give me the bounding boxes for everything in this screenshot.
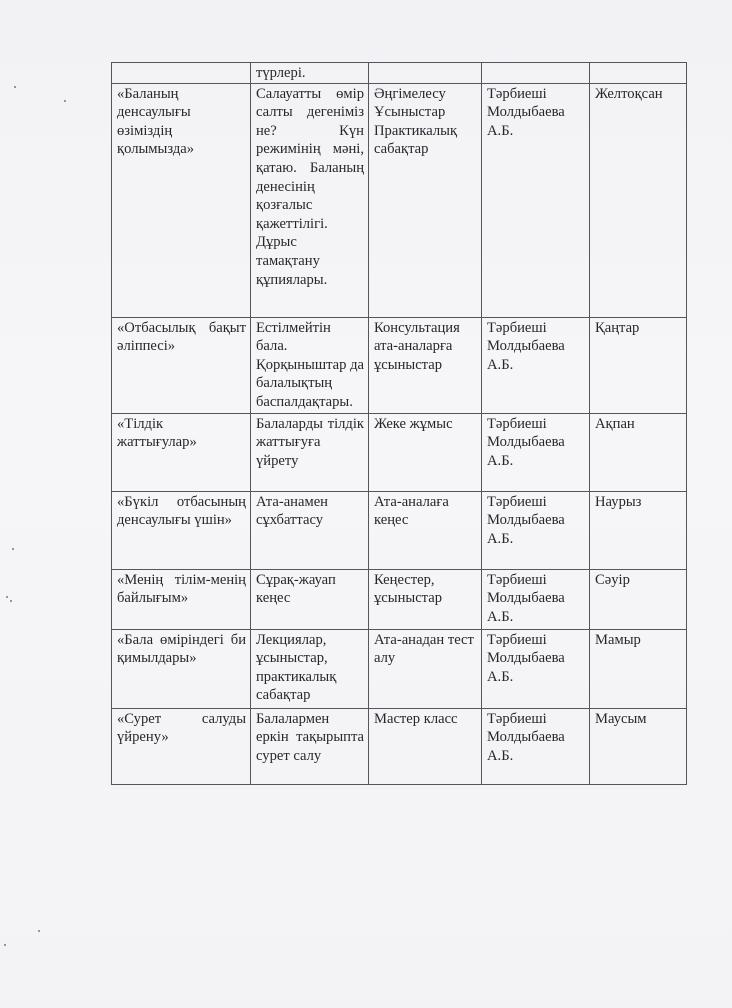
parent-work-plan-table: [111, 62, 687, 785]
content-cell: Балаларды тілдік жаттығуға үйрету: [251, 413, 369, 491]
title-cell: «Баланың денсаулығы өзіміздің қолымызда»: [112, 83, 251, 317]
scan-speck: [14, 86, 16, 88]
table-row: [112, 63, 687, 84]
month-cell: Желтоқсан: [590, 83, 687, 317]
form-cell: Мастер класс: [369, 708, 482, 784]
responsible-cell: Тәрбиеші Молдыбаева А.Б.: [482, 83, 590, 317]
month-cell: Ақпан: [590, 413, 687, 491]
form-cell: Әңгімелесу Ұсыныстар Практикалық сабақтар: [369, 83, 482, 317]
month-cell: [590, 63, 687, 84]
responsible-cell: Тәрбиеші Молдыбаева А.Б.: [482, 491, 590, 569]
scan-speck: [10, 600, 12, 602]
title-cell: «Менің тілім-менің байлығым»: [112, 569, 251, 629]
content-cell: Балалармен еркін тақырыпта сурет салу: [251, 708, 369, 784]
title-cell: «Бүкіл отбасының денсаулығы үшін»: [112, 491, 251, 569]
scan-speck: [4, 944, 6, 946]
table-row: [112, 708, 687, 784]
title-cell: [112, 63, 251, 84]
table-row: [112, 83, 687, 317]
table-row: [112, 413, 687, 491]
title-cell: «Тілдік жаттығулар»: [112, 413, 251, 491]
form-cell: Ата-аналаға кеңес: [369, 491, 482, 569]
month-cell: Маусым: [590, 708, 687, 784]
form-cell: Ата-анадан тест алу: [369, 629, 482, 708]
responsible-cell: Тәрбиеші Молдыбаева А.Б.: [482, 569, 590, 629]
scan-speck: [6, 596, 8, 598]
scan-speck: [38, 930, 40, 932]
title-cell: «Бала өміріндегі би қимылдары»: [112, 629, 251, 708]
table-row: [112, 317, 687, 413]
title-cell: «Сурет салуды үйрену»: [112, 708, 251, 784]
responsible-cell: Тәрбиеші Молдыбаева А.Б.: [482, 317, 590, 413]
title-cell: «Отбасылық бақыт әліппесі»: [112, 317, 251, 413]
table-row: [112, 629, 687, 708]
table-row: [112, 491, 687, 569]
form-cell: Жеке жұмыс: [369, 413, 482, 491]
month-cell: Сәуір: [590, 569, 687, 629]
content-cell: Ата-анамен сұхбаттасу: [251, 491, 369, 569]
month-cell: Мамыр: [590, 629, 687, 708]
month-cell: Наурыз: [590, 491, 687, 569]
month-cell: Қаңтар: [590, 317, 687, 413]
content-cell: Лекциялар, ұсыныстар, практикалық сабақтар: [251, 629, 369, 708]
content-cell: Сұрақ-жауап кеңес: [251, 569, 369, 629]
table-row: [112, 569, 687, 629]
content-cell: түрлері.: [251, 63, 369, 84]
content-cell: Салауатты өмір салты дегеніміз не? Күн режимінің мәні, қатаю. Баланың денесінің қозғалыс қажеттілігі. Дұрыс тамақтану құпиялары.: [251, 83, 369, 317]
scan-speck: [64, 100, 66, 102]
form-cell: Кеңестер, ұсыныстар: [369, 569, 482, 629]
responsible-cell: Тәрбиеші Молдыбаева А.Б.: [482, 413, 590, 491]
form-cell: Консультация ата-аналарға ұсыныстар: [369, 317, 482, 413]
responsible-cell: Тәрбиеші Молдыбаева А.Б.: [482, 629, 590, 708]
content-cell: Естілмейтін бала. Қорқыныштар да балалықтың баспалдақтары.: [251, 317, 369, 413]
responsible-cell: [482, 63, 590, 84]
form-cell: [369, 63, 482, 84]
responsible-cell: Тәрбиеші Молдыбаева А.Б.: [482, 708, 590, 784]
scan-speck: [12, 548, 14, 550]
